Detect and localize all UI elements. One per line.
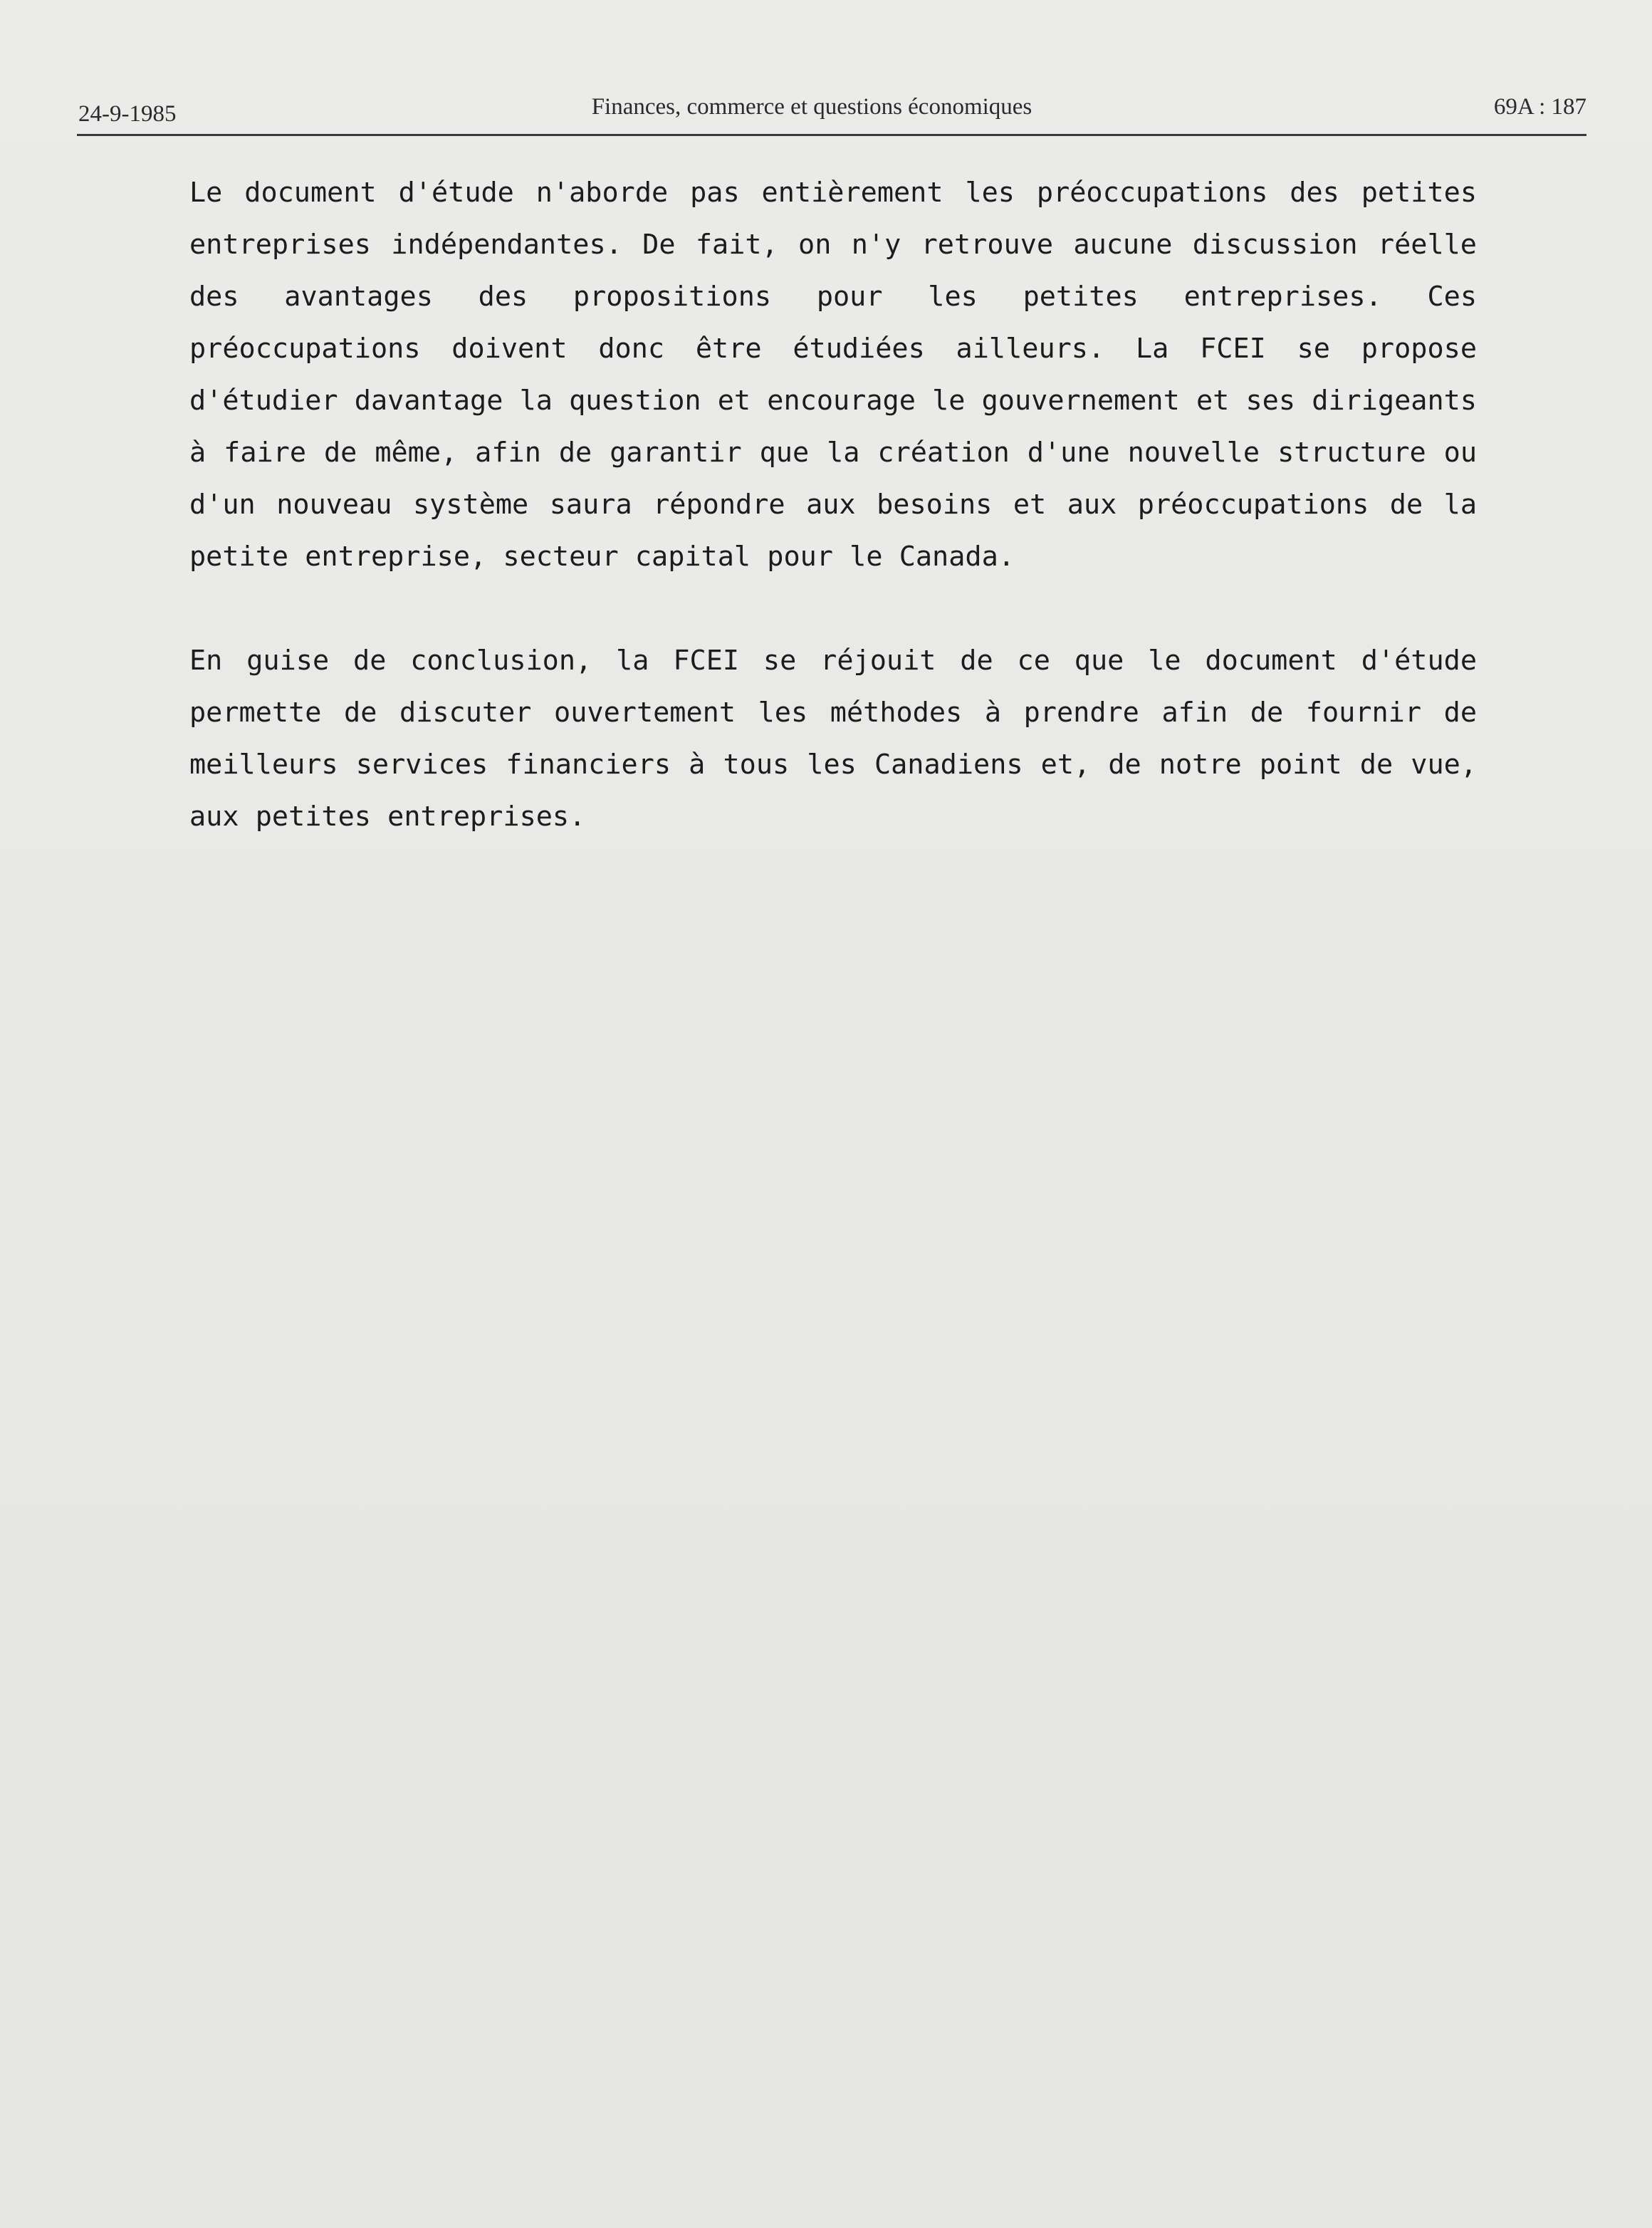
- paragraph-1: Le document d'étude n'aborde pas entièrement les préoccupations des petites entreprises indépendantes. De fait, on n'y retrouve aucune discussion réelle des avantages des propositions pour les petites entreprises. Ces préoccupations doivent donc être étudiées ailleurs. La FCEI se propose d'étudier davantage la question et encourage le gouvernement et ses dirigeants à faire de même, afin de garantir que la création d'une nouvelle structure ou d'un nouveau système saura répondre aux besoins et aux préoccupations de la petite entreprise, secteur capital pour le Canada.: [189, 177, 1477, 573]
- header-rule: [77, 134, 1586, 136]
- body-text: [189, 167, 1477, 843]
- header-date: 24-9-1985: [78, 101, 177, 127]
- header-page-number: 69A : 187: [1493, 94, 1586, 120]
- header-title: Finances, commerce et questions économiques: [591, 94, 1032, 120]
- page-header: [78, 91, 1586, 137]
- paragraph-2: En guise de conclusion, la FCEI se réjouit de ce que le document d'étude permette de discuter ouvertement les méthodes à prendre afin de fournir de meilleurs services financiers à tous les Canadiens et, de notre point de vue, aux petites entreprises.: [189, 645, 1477, 833]
